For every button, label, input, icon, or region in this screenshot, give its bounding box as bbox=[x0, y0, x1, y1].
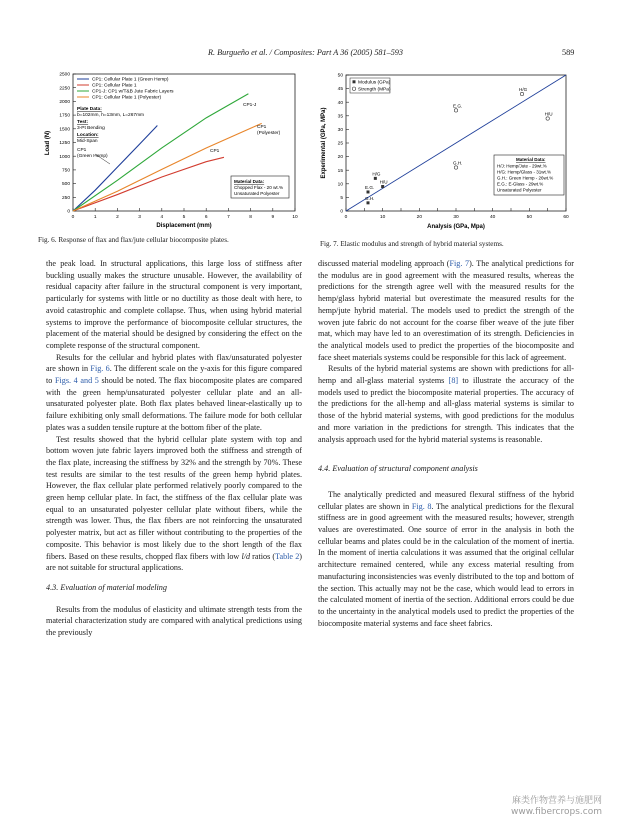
paragraph: Results for the cellular and hybrid plates with flax/unsaturated polyester are shown in Fig. 6. The different scale on the y-axis for this figure compared to Figs. 4 and 5 should be noted. The flax biocomposite plates are compared with the green hemp/unsaturated polyester cellular plate and an all-unsaturated polyester plate. Both flax plates behaved linear-elastically up to failure exhibiting only small deformations. The failure mode for both cellular plates was a sudden tensile rupture at the bottom fiber of the plate. bbox=[46, 352, 303, 432]
curve-label: CP1-J bbox=[243, 103, 257, 108]
curve-label: CP1 bbox=[77, 148, 87, 153]
right-column bbox=[318, 258, 574, 629]
y-tick-label: 50 bbox=[337, 73, 343, 79]
y-tick-label: 2250 bbox=[59, 86, 70, 92]
material-box-line: H/J: Hemp/Jute - 29wt.% bbox=[497, 163, 547, 169]
figure-7 bbox=[318, 66, 574, 248]
curve-label: CP1 bbox=[210, 149, 220, 154]
x-tick-label: 7 bbox=[227, 215, 230, 220]
legend-label: CP1: Cellular Plate 1 bbox=[92, 83, 137, 89]
y-tick-label: 20 bbox=[337, 155, 343, 161]
figure-link[interactable]: Fig. 6 bbox=[90, 364, 110, 374]
x-tick-label: 4 bbox=[160, 215, 164, 220]
y-tick-label: 750 bbox=[61, 168, 70, 174]
legend-marker-square bbox=[353, 80, 356, 83]
legend-label: CP1: Cellular Plate 1 (Polyester) bbox=[92, 95, 162, 101]
x-tick-label: 5 bbox=[182, 215, 186, 220]
y-tick-label: 250 bbox=[61, 195, 70, 201]
data-point-strength bbox=[454, 109, 457, 112]
y-tick-label: 35 bbox=[337, 114, 343, 120]
x-tick-label: 2 bbox=[116, 215, 119, 220]
paragraph: discussed material modeling approach (Fig. 7). The analytical predictions for the modulus are in good agreement with the measured results, whereas the predictions for the strength agree well with the measured results for the hemp/glass hybrid material but overestimate the measured results for the hemp/jute hybrid material. The models used to predict the strength of the woven jute fabric do not account for the coarse fiber weave of the jute fiber mat, which may have led to an overestimation of its strength. Deficiencies in the analytical models used to predict the properties of the biocomposite and face sheet materials systems could be responsible for this lack of agreement. bbox=[318, 259, 574, 362]
x-tick-label: 6 bbox=[204, 215, 208, 220]
y-tick-label: 5 bbox=[340, 196, 343, 201]
data-point-modulus bbox=[367, 190, 370, 193]
paragraph: Test results showed that the hybrid cellular plate system with top and bottom woven jute fabric layers improved both the stiffness and strength of the flax plate, increasing the stiffness by 32% and the strength by 70%. These test results are similar to the test results of the green hemp hybrid plates. However, the flax cellular plate performed relatively poorly compared to the green hemp cellular plate. In fact, the stiffness of the flax cellular plate was equal to an unsaturated polyester cellular plate without fibers, while the strength was lower. Thus, the flax fibers are not reinforcing the unsaturated polyester matrix, but act as filler without contributing to the properties of the composite. This behavior is most likely due to the short length of the flax fibers. Based on these results, chopped flax fibers with low l/d ratios (Table 2) are not suitable for structural applications. bbox=[46, 434, 302, 573]
x-tick-label: 40 bbox=[489, 215, 496, 220]
material-box-line: Unsaturated Polyester bbox=[234, 191, 280, 196]
data-point-label: G.H. bbox=[365, 195, 375, 201]
material-box-line: G.H.: Green Hemp - 26wt.% bbox=[497, 175, 554, 181]
material-box-line: Unsaturated Polyester bbox=[497, 187, 542, 193]
x-axis-label: Displacement (mm) bbox=[156, 223, 212, 229]
data-point-label: E.G. bbox=[365, 184, 375, 190]
y-tick-label: 1250 bbox=[59, 141, 70, 147]
watermark-line: 麻类作物营养与施肥网 bbox=[511, 796, 602, 806]
material-box-line: H/G: Hemp/Glass - 31wt.% bbox=[497, 169, 552, 175]
y-tick-label: 10 bbox=[337, 182, 343, 188]
x-tick-label: 50 bbox=[526, 215, 533, 220]
data-point-label: H/G bbox=[372, 171, 381, 177]
figure-link[interactable]: Fig. 8 bbox=[411, 501, 432, 511]
y-tick-label: 1000 bbox=[59, 154, 70, 160]
paragraph: Results of the hybrid material systems are shown with predictions for all-hemp and all-glass material systems [8] to illustrate the accuracy of the models used to predict the biocomposite material properties. The accuracy of the predictions for the all-hemp and all-glass material systems is similar to those of the hybrid material systems, with good predictions for the modulus and more variation in the predictions for strength. This indicates that the analysis approach used for the hybrid material systems is reasonable. bbox=[318, 364, 574, 444]
y-tick-label: 30 bbox=[337, 128, 343, 133]
y-tick-label: 2000 bbox=[59, 100, 70, 105]
paragraph: The analytically predicted and measured flexural stiffness of the hybrid cellular plates are shown in Fig. 8. The analytical predictions for the flexural stiffness are in good agreement with the measured results; however, strength values are overestimated. One source of error in the analysis in both the cellular beams and plates could be in the calculation of the moment of inertia. In the moment of inertia calculations it was assumed that the original cellular architecture remained centered, while any excess material resulting from manufacturing inconsistencies was evenly distributed to the top and bottom of the section. This actually may not be the case, which would lead to errors in the calculated moment of inertia of the section. Additional errors could be due to the uncertainty in the analytical models used to predict the properties of the biocomposite material systems and face sheet fabrics. bbox=[318, 489, 574, 628]
page-number: 589 bbox=[562, 48, 575, 57]
material-box-line: E.G.: E-Glass - 29wt.% bbox=[497, 181, 544, 187]
x-tick-label: 9 bbox=[271, 215, 275, 220]
paragraph: the peak load. In structural applications, this large loss of stiffness after buckling usually makes the structure unusable. However, the availability of residual capacity after failure in the structural component is very important, particularly for systems with little or no ductility as those dealt with here, to avoid catastrophic and complete collapse. Thus, when using hybrid material systems to improve the performance of biocomposite cellular structures, the placement of the material should be designed by considering the effect on the complete response of the structural component. bbox=[46, 259, 302, 350]
info-heading: Location: bbox=[77, 133, 99, 138]
data-point-strength bbox=[454, 166, 457, 169]
data-point-modulus bbox=[367, 201, 370, 204]
y-tick-label: 40 bbox=[337, 100, 343, 106]
figure-6-chart bbox=[40, 66, 305, 236]
y-tick-label: 25 bbox=[337, 141, 343, 147]
info-line: b=102mm, h=13mm, L=267mm bbox=[77, 113, 145, 118]
figure-6-caption: Fig. 6. Response of flax and flax/jute cellular biocomposite plates. bbox=[38, 236, 229, 244]
material-box-line: Chopped Flax - 20 wt.% bbox=[234, 185, 284, 190]
info-heading: Test: bbox=[77, 120, 89, 125]
curve-label: CP1 bbox=[257, 125, 267, 130]
running-title: R. Burgueño et al. / Composites: Part A 36 (2005) 581–593 bbox=[208, 48, 403, 57]
x-tick-label: 30 bbox=[453, 215, 459, 220]
x-axis-label: Analysis (GPa, Mpa) bbox=[427, 224, 485, 230]
data-point-strength bbox=[546, 117, 549, 120]
x-tick-label: 1 bbox=[93, 215, 97, 220]
data-point-strength bbox=[520, 92, 523, 95]
x-tick-label: 8 bbox=[249, 215, 252, 220]
y-axis-label: Load (N) bbox=[45, 130, 51, 156]
y-tick-label: 0 bbox=[67, 209, 70, 215]
data-point-label: H/G bbox=[519, 87, 528, 93]
x-tick-label: 60 bbox=[563, 215, 569, 220]
info-heading: Plate Data: bbox=[77, 107, 102, 112]
material-box-heading: Material Data: bbox=[516, 157, 546, 162]
data-point-modulus bbox=[381, 185, 384, 188]
figure-link[interactable]: Figs. 4 and 5 bbox=[54, 376, 99, 386]
y-axis-label: Experimental (GPa, MPa) bbox=[321, 107, 327, 179]
section-heading: 4.3. Evaluation of material modeling bbox=[46, 582, 167, 592]
y-tick-label: 2500 bbox=[59, 72, 70, 78]
x-tick-label: 3 bbox=[138, 215, 141, 220]
reference-link[interactable]: [8] bbox=[448, 376, 459, 386]
watermark bbox=[511, 796, 602, 818]
figure-7-chart bbox=[318, 66, 574, 238]
paragraph: Results from the modulus of elasticity and ultimate strength tests from the material characterization study are compared with analytical predictions using the previously bbox=[46, 604, 302, 638]
legend-label: Modulus (GPa) bbox=[358, 80, 391, 86]
info-line: 3-Pt Bending bbox=[77, 126, 105, 131]
material-box-heading: Material Data: bbox=[234, 179, 265, 184]
y-tick-label: 0 bbox=[340, 209, 343, 215]
legend-label: CP1-J: CP1 w/T&B Jute Fabric Layers bbox=[92, 89, 174, 95]
section-heading: 4.4. Evaluation of structural component analysis bbox=[318, 464, 478, 474]
x-tick-label: 0 bbox=[344, 215, 348, 220]
curve-label: (Polyester) bbox=[257, 131, 281, 136]
y-tick-label: 1750 bbox=[59, 113, 70, 119]
y-tick-label: 45 bbox=[337, 87, 343, 93]
y-tick-label: 1500 bbox=[59, 127, 70, 133]
watermark-line: www.fibercrops.com bbox=[511, 807, 602, 817]
data-point-label: H/U bbox=[544, 111, 553, 117]
x-tick-label: 10 bbox=[292, 215, 298, 220]
figure-7-caption: Fig. 7. Elastic modulus and strength of hybrid material systems. bbox=[320, 240, 504, 248]
legend-label: Strength (MPa) bbox=[358, 87, 391, 93]
figure-link[interactable]: Fig. 7 bbox=[449, 259, 470, 268]
left-column bbox=[46, 258, 302, 639]
data-point-label: E.G. bbox=[453, 103, 463, 109]
y-tick-label: 500 bbox=[61, 182, 70, 188]
x-tick-label: 20 bbox=[416, 215, 423, 220]
curve-label: (Green Hemp) bbox=[77, 154, 108, 159]
data-point-label: H/U bbox=[379, 179, 388, 185]
data-point-modulus bbox=[374, 177, 377, 180]
data-point-label: G.H. bbox=[453, 160, 463, 166]
legend-label: CP1: Cellular Plate 1 (Green Hemp) bbox=[92, 77, 169, 83]
y-tick-label: 15 bbox=[337, 168, 343, 174]
table-link[interactable]: Table 2 bbox=[275, 551, 300, 561]
info-line: Mid-Span bbox=[77, 139, 98, 144]
x-tick-label: 0 bbox=[71, 215, 75, 220]
x-tick-label: 10 bbox=[379, 215, 386, 220]
figure-6 bbox=[38, 66, 305, 244]
series-line bbox=[73, 157, 224, 211]
